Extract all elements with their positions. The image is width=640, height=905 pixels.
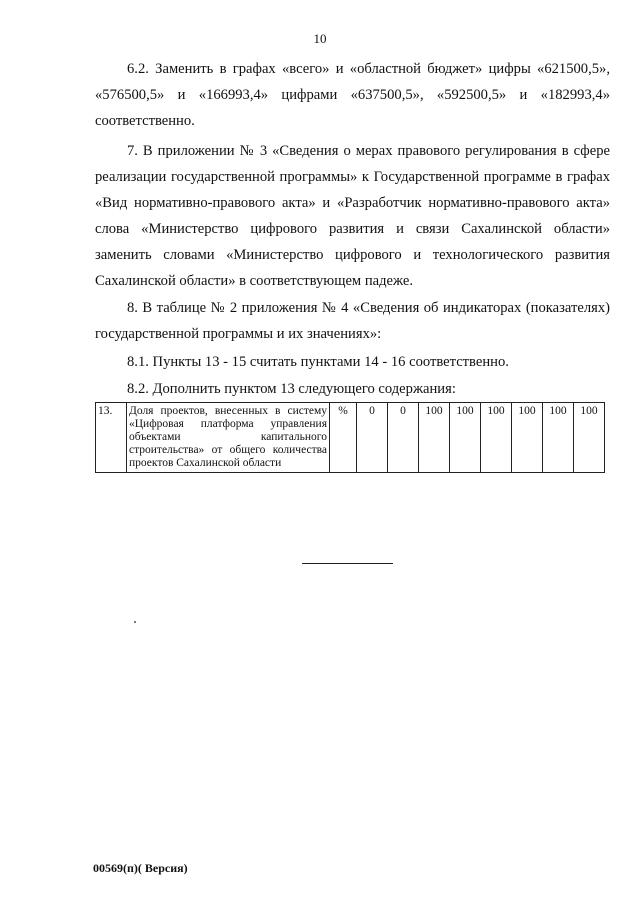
paragraph-text: 7. В приложении № 3 «Сведения о мерах правового регулирования в сфере реализации государственной программы» к Государственной программе в графах «Вид нормативно-правового акта» и «Разработчик нормативно-правового акта» слова «Министерство цифрового развития и связи Сахалинской области» заменить словами «Министерство цифрового и технологического развития Сахалинской области» в соответствующем падеже. [95, 143, 610, 289]
value-cell: 0 [388, 403, 419, 473]
indicator-name-cell: Доля проектов, внесенных в систему «Цифровая платформа управления объектами капитального строительства» от общего количества проектов Сахалинской области [127, 403, 330, 473]
page-number: 10 [313, 31, 327, 46]
value-cell: 100 [512, 403, 543, 473]
paragraph-text: 8. В таблице № 2 приложения № 4 «Сведения об индикаторах (показателях) государственной программы и их значениях»: [95, 300, 610, 342]
separator-line [302, 563, 393, 564]
row-number-cell: 13. [96, 403, 127, 473]
paragraph-7 [95, 138, 610, 294]
table-row [96, 403, 605, 473]
paragraph-8 [95, 295, 610, 347]
paragraph-8-1 [95, 349, 610, 375]
scan-speck [134, 621, 136, 623]
value-cell: 100 [574, 403, 605, 473]
paragraph-6-2 [95, 56, 610, 134]
paragraph-text: 6.2. Заменить в графах «всего» и «областной бюджет» цифры «621500,5», «576500,5» и «166993,4» цифрами «637500,5», «592500,5» и «182993,4» соответственно. [95, 61, 610, 129]
paragraph-8-2 [95, 376, 610, 402]
value-cell: 100 [419, 403, 450, 473]
indicator-table [95, 402, 605, 473]
paragraph-text: 8.1. Пункты 13 - 15 считать пунктами 14 - 16 соответственно. [127, 354, 509, 370]
value-cell: 100 [450, 403, 481, 473]
paragraph-text: 8.2. Дополнить пунктом 13 следующего содержания: [127, 381, 456, 397]
unit-cell: % [330, 403, 357, 473]
value-cell: 100 [543, 403, 574, 473]
value-cell: 100 [481, 403, 512, 473]
footer-document-code: 00569(п)( Версия) [93, 861, 188, 875]
value-cell: 0 [357, 403, 388, 473]
